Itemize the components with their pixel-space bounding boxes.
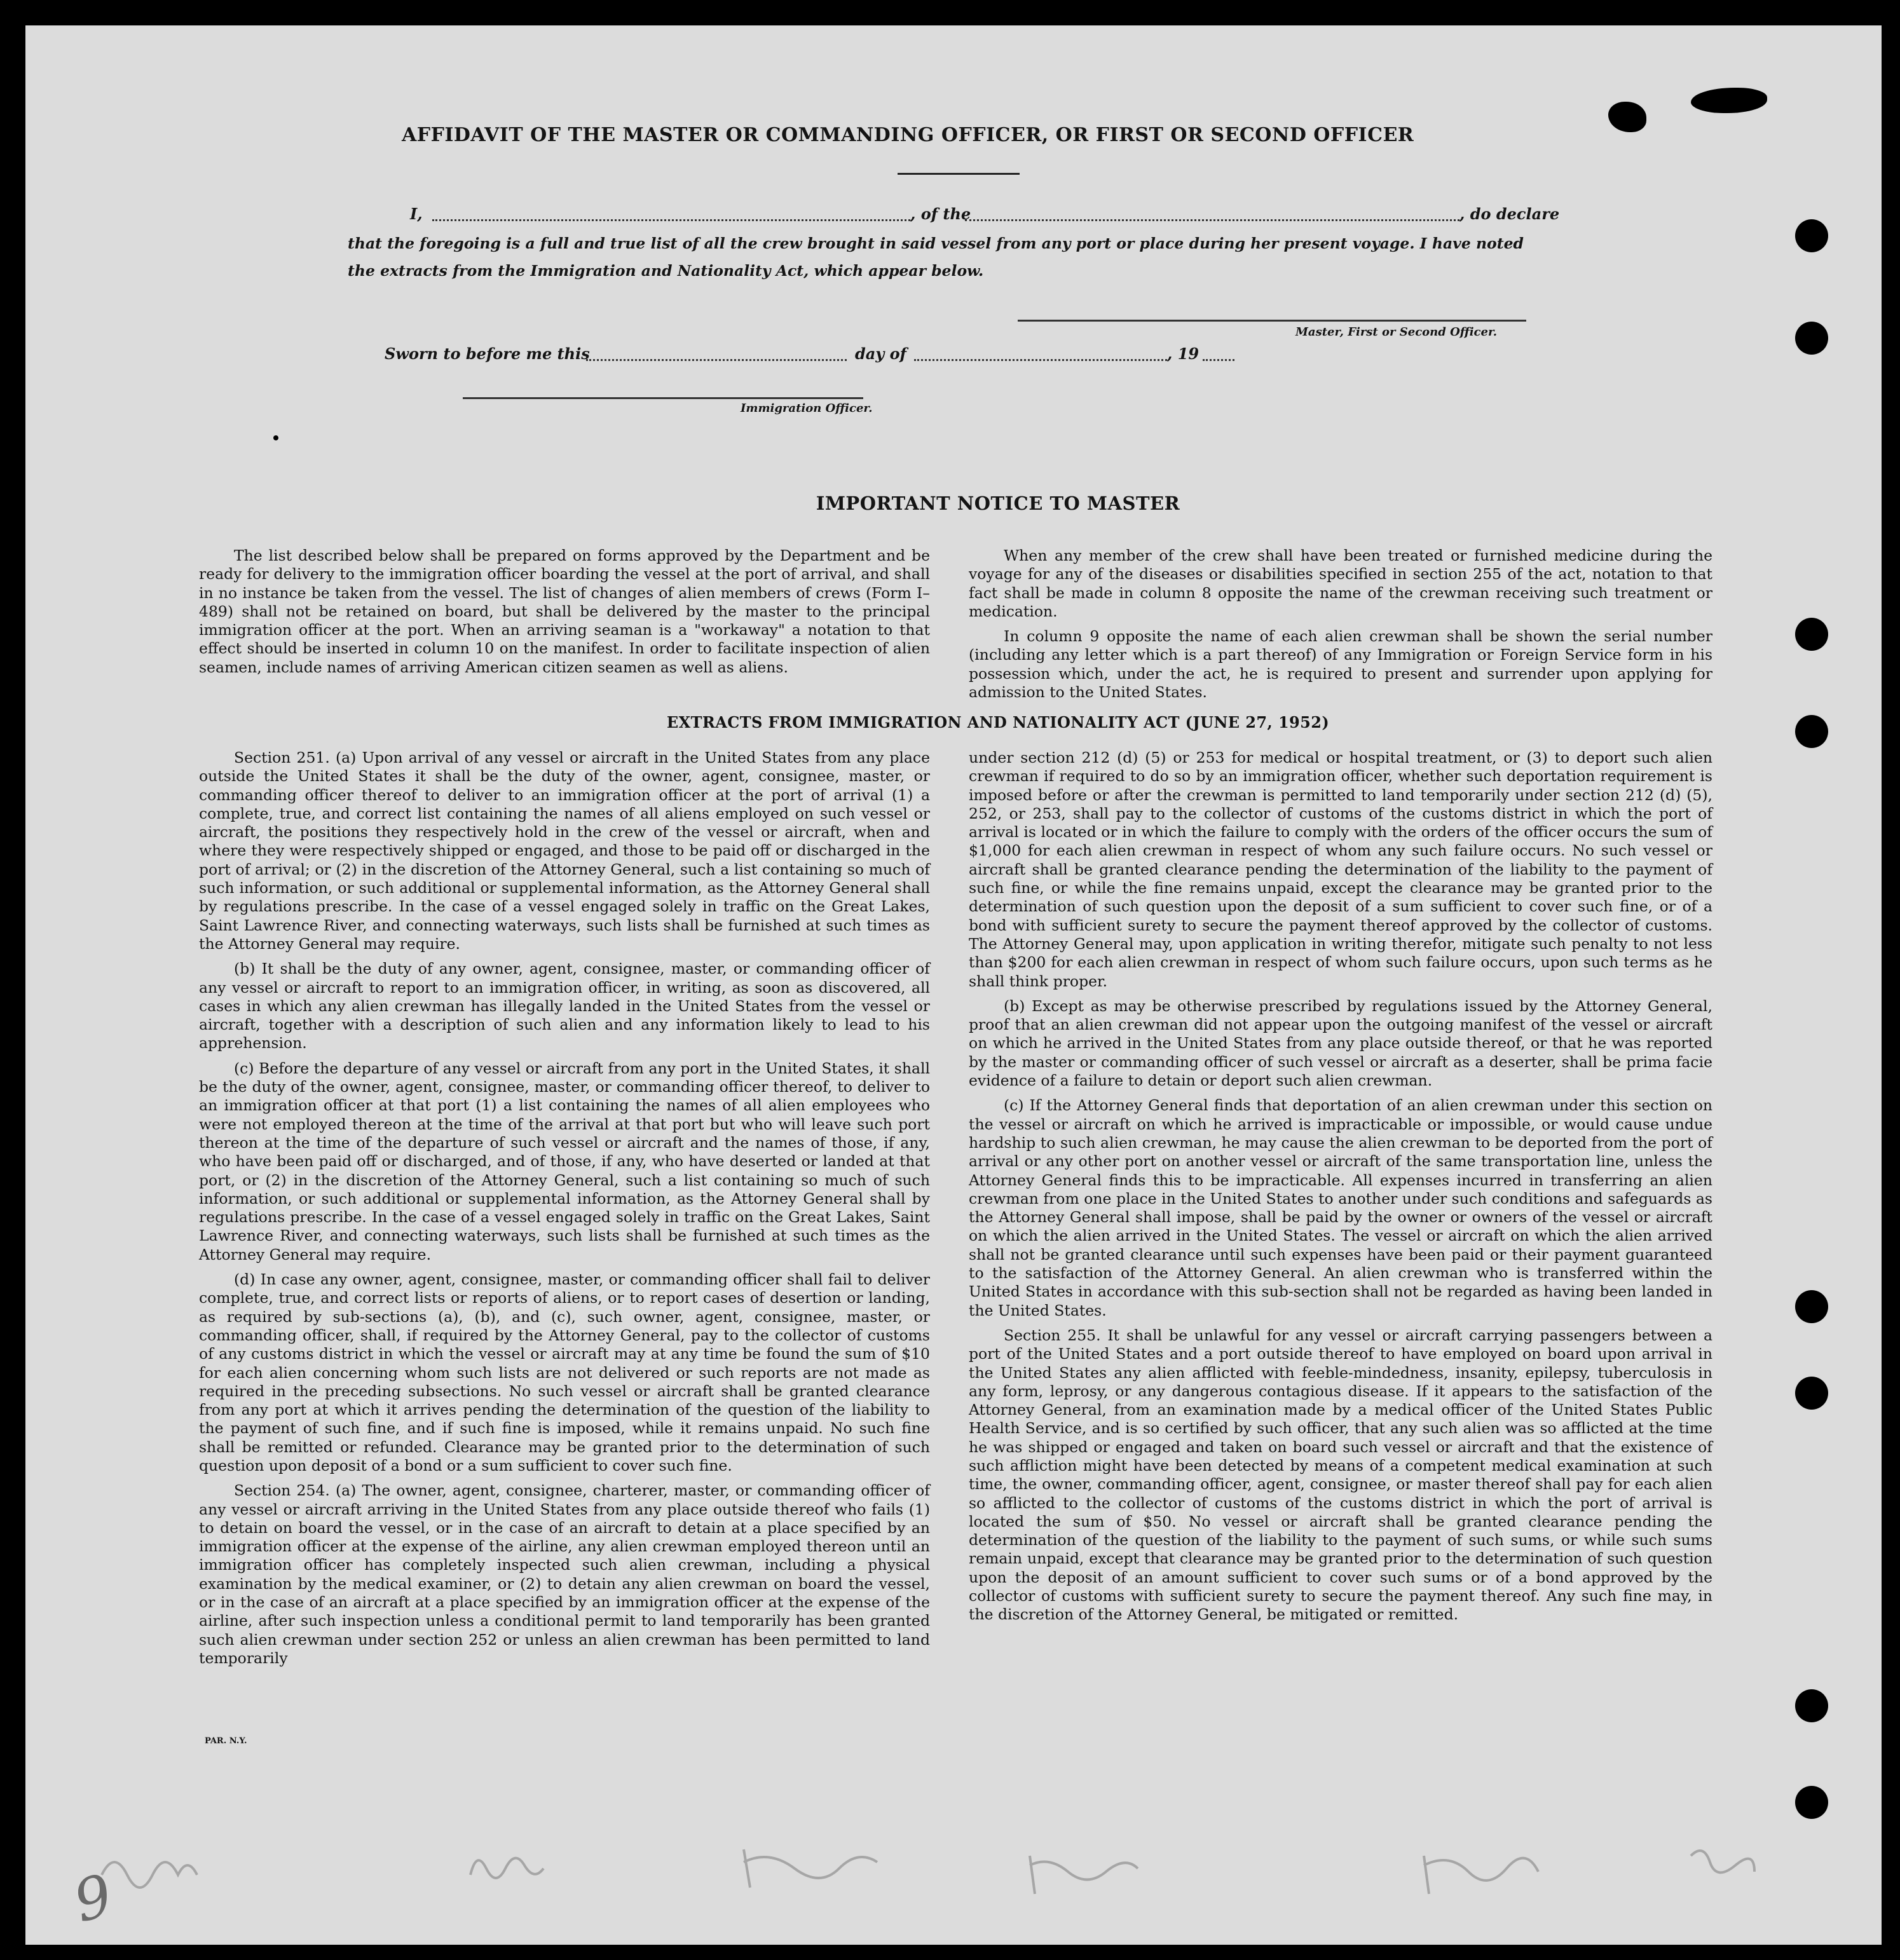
notice-right-paragraph-2: In column 9 opposite the name of each alien crewman shall be shown the serial number (including any letter which is a part thereof) of any Immigration or Foreign Service form in his possession which, under the act, he is required to present and surrender upon applying for admission to the United States. (969, 627, 1712, 702)
declaration-text: that the foregoing is a full and true list of all the crew brought in said vessel from any port or place during her present voyage. I have noted the extracts from the Immigration and Nationality Act, which appear below. (348, 235, 1524, 280)
section-254-a-continued: under section 212 (d) (5) or 253 for medical or hospital treatment, or (3) to deport such alien crewman if required to do so by an immigration officer, whether such deportation requirement is imposed before or after the crewman is permitted to land temporarily under section 212 (d) (5), 252, or 253, shall pay to the collector of customs of the customs district in which the port of arrival is located or in which the failure to comply with the orders of the officer occurs the sum of $1,000 for each alien crewman in respect of whom any such failure occurs. No such vessel or aircraft shall be granted clearance pending the determination of the liability to the payment of such fine, or while the fine remains unpaid, except the clearance may be granted prior to the determination of such question upon the deposit of a sum sufficient to cover such fine, or of a bond with sufficient surety to secure the payment thereof approved by the collector of customs. The Attorney General may, upon application in writing therefor, mitigate such penalty to not less than $200 for each alien crewman in respect of whom such failure occurs, upon such terms as he shall think proper. (969, 749, 1712, 990)
extracts-left-column (199, 749, 930, 1668)
handwritten-scribbles (25, 1805, 1882, 1945)
ink-dot (273, 435, 278, 440)
punch-hole (1795, 322, 1828, 355)
notice-right-paragraph-1: When any member of the crew shall have been treated or furnished medicine during the voyage for any of the diseases or disabilities specified in section 255 of the act, notation to that fact shall be made in column 8 opposite the name of the crewman receiving such treatment or medication. (969, 547, 1712, 620)
punch-hole (1795, 1377, 1828, 1410)
day-of-label: day of (855, 344, 906, 363)
of-the-label: , of the (910, 205, 971, 223)
sworn-month-field[interactable] (914, 359, 1167, 361)
i-label: I, (410, 205, 423, 223)
punch-hole (1795, 219, 1828, 252)
master-name-field[interactable] (432, 219, 910, 221)
section-251-c: (c) Before the departure of any vessel or aircraft from any port in the United States, it shall be the duty of the owner, agent, consignee, master, or commanding officer thereof, to deliver to an immigration officer at that port (1) a list containing the names of all alien employees who were not employed thereon at the time of the arrival at that port but who will leave such port thereon at the time of the departure of such vessel or aircraft and the names of those, if any, who have been paid off or discharged, and of those, if any, who have deserted or landed at that port, or (2) in the discretion of the Attorney General, such a list containing so much of such information, or such additional or supplemental information, as the Attorney General shall by regulations prescribe. In the case of a vessel engaged solely in traffic on the Great Lakes, Saint Lawrence River, and connecting waterways, such lists shall be furnished at such times as the Attorney General may require. (199, 1059, 930, 1263)
vessel-name-field[interactable] (965, 219, 1459, 221)
punch-hole (1795, 1689, 1828, 1722)
punch-hole (1795, 618, 1828, 651)
sworn-label: Sworn to before me this (385, 344, 590, 363)
affidavit-title: AFFIDAVIT OF THE MASTER OR COMMANDING OFFICER, OR FIRST OR SECOND OFFICER (402, 124, 1414, 146)
section-254-b: (b) Except as may be otherwise prescribed by regulations issued by the Attorney General, proof that an alien crewman did not appear upon the outgoing manifest of the vessel or aircraft on which he arrived in the United States from any place outside thereof, or that he was reported by the master or commanding officer of such vessel or aircraft as a deserter, shall be prima facie evidence of a failure to detain or deport such alien crewman. (969, 997, 1712, 1090)
section-254-c: (c) If the Attorney General finds that deportation of an alien crewman under this section on the vessel or aircraft on which he arrived is impracticable or impossible, or would cause undue hardship to such alien crewman, he may cause the alien crewman to be deported from the port of arrival or any other port on another vessel or aircraft of the same transportation line, unless the Attorney General finds this to be impracticable. All expenses incurred in transferring an alien crewman from one place in the United States to another under such conditions and safeguards as the Attorney General shall impose, shall be paid by the owner or owners of the vessel or aircraft on which the alien arrived in the United States. The vessel or aircraft on which the alien arrived shall not be granted clearance until such expenses have been paid or their payment guaranteed to the satisfaction of the Attorney General. An alien crewman who is transferred within the United States in accordance with this sub-section shall not be regarded as having been landed in the United States. (969, 1096, 1712, 1319)
notice-right-column (969, 547, 1712, 702)
section-251-a: Section 251. (a) Upon arrival of any vessel or aircraft in the United States from any place outside the United States it shall be the duty of the owner, agent, consignee, master, or commanding officer thereof to deliver to an immigration officer at the port of arrival (1) a complete, true, and correct list containing the names of all aliens employed on such vessel or aircraft, the positions they respectively hold in the crew of the vessel or aircraft, when and where they were respectively shipped or engaged, and those to be paid off or discharged in the port of arrival; or (2) in the discretion of the Attorney General, such a list containing so much of such information, or such additional or supplemental information, as the Attorney General shall by regulations prescribe. In the case of a vessel engaged solely in traffic on the Great Lakes, Saint Lawrence River, and connecting waterways, such lists shall be furnished at such times as the Attorney General may require. (199, 749, 930, 953)
form-page (25, 25, 1882, 1945)
handwritten-page-number: 9 (67, 1861, 120, 1936)
notice-left-column (199, 547, 930, 677)
section-254-a: Section 254. (a) The owner, agent, consignee, charterer, master, or commanding officer of any vessel or aircraft arriving in the United States from any place outside thereof who fails (1) to detain on board the vessel, or in the case of an aircraft to detain at a place specified by an immigration officer at the expense of the airline, any alien crewman employed thereon until an immigration officer has completely inspected such alien crewman, including a physical examination by the medical examiner, or (2) to detain any alien crewman on board the vessel, or in the case of an aircraft at a place specified by an immigration officer at the expense of the airline, after such inspection unless a conditional permit to land temporarily has been granted such alien crewman under section 252 or unless an alien crewman has been permitted to land temporarily (199, 1481, 930, 1667)
immigration-officer-signature-field[interactable] (463, 397, 863, 399)
do-declare-label: , do declare (1459, 205, 1560, 223)
ink-blot (1608, 102, 1646, 132)
notice-left-paragraph: The list described below shall be prepared on forms approved by the Department and be ready for delivery to the immigration officer boarding the vessel at the port of arrival, and shall in no instance be taken from the vessel. The list of changes of alien members of crews (Form I–489) shall not be retained on board, but shall be delivered by the master to the principal immigration officer at the port. When an arriving seaman is a "workaway" a notation to that effect should be inserted in column 10 on the manifest. In order to facilitate inspection of alien seamen, include names of arriving American citizen seamen as well as aliens. (199, 547, 930, 676)
year-label: , 19 (1167, 344, 1199, 363)
punch-hole (1795, 1290, 1828, 1323)
master-signature-field[interactable] (1018, 320, 1526, 322)
master-signature-caption: Master, First or Second Officer. (1295, 325, 1498, 339)
section-251-b: (b) It shall be the duty of any owner, agent, consignee, master, or commanding officer of any vessel or aircraft to report to an immigration officer, in writing, as soon as discovered, all cases in which any alien crewman has illegally landed in the United States from the vessel or aircraft, together with a description of such alien and any information likely to lead to his apprehension. (199, 960, 930, 1052)
ink-blot (1691, 88, 1767, 113)
title-underline (898, 173, 1020, 175)
printer-mark: PAR. N.Y. (205, 1736, 247, 1746)
extracts-title: EXTRACTS FROM IMMIGRATION AND NATIONALITY ACT (JUNE 27, 1952) (666, 713, 1330, 732)
section-251-d: (d) In case any owner, agent, consignee, master, or commanding officer shall fail to deliver complete, true, and correct lists or reports of aliens, or to report cases of desertion or landing, as required by sub-sections (a), (b), and (c), such owner, agent, consignee, master, or commanding officer, shall, if required by the Attorney General, pay to the collector of customs of any customs district in which the vessel or aircraft may at any time be found the sum of $10 for each alien concerning whom such lists are not delivered or such reports are not made as required in the preceding subsections. No such vessel or aircraft shall be granted clearance from any port at which it arrives pending the determination of the question of the liability to the payment of such fine, and if such fine is imposed, while it remains unpaid. No such fine shall be remitted or refunded. Clearance may be granted prior to the determination of such question upon deposit of a bond or a sum sufficient to cover such fine. (199, 1270, 930, 1474)
punch-hole (1795, 715, 1828, 748)
extracts-right-column (969, 749, 1712, 1624)
sworn-day-field[interactable] (586, 359, 847, 361)
section-255: Section 255. It shall be unlawful for any vessel or aircraft carrying passengers between a port of the United States and a port outside thereof to have employed on board upon arrival in the United States any alien afflicted with feeble-mindedness, insanity, epilepsy, tuberculosis in any form, leprosy, or any dangerous contagious disease. If it appears to the satisfaction of the Attorney General, from an examination made by a medical officer of the United States Public Health Service, and is so certified by such officer, that any such alien was so afflicted at the time he was shipped or engaged and taken on board such vessel or aircraft and that the existence of such affliction might have been detected by means of a competent medical examination at such time, the owner, commanding officer, agent, consignee, or master thereof shall pay for each alien so afflicted to the collector of customs of the customs district in which the port of arrival is located the sum of $50. No vessel or aircraft shall be granted clearance pending the determination of the question of the liability to the payment of such sums, or while such sums remain unpaid, except that clearance may be granted prior to the determination of such question upon the deposit of an amount sufficient to cover such sums or of a bond approved by the collector of customs with sufficient surety to secure the payment thereof. Any such fine may, in the discretion of the Attorney General, be mitigated or remitted. (969, 1326, 1712, 1624)
immigration-officer-caption: Immigration Officer. (741, 402, 873, 415)
notice-title: IMPORTANT NOTICE TO MASTER (816, 493, 1180, 514)
sworn-year-field[interactable] (1203, 359, 1234, 361)
